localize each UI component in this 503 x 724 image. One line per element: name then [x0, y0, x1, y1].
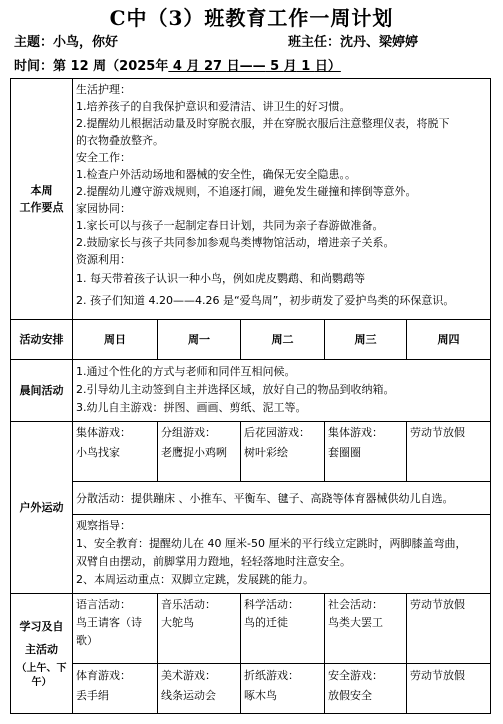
focus-line: 2.提醒幼儿根据活动量及时穿脱衣服，并在穿脱衣服后注意整理仪表，将脱下 — [76, 117, 450, 130]
time-end-month: 5 — [265, 59, 284, 74]
holiday-text: 劳动节放假 — [410, 669, 465, 682]
outdoor-games-row — [11, 422, 491, 482]
schedule-label: 活动安排 — [11, 320, 73, 360]
game-name: 树叶彩绘 — [244, 446, 288, 459]
outdoor-holiday-cell — [407, 422, 491, 482]
study-name: 丢手绢 — [76, 689, 109, 702]
study-cell — [158, 664, 241, 714]
time-text: 月 — [283, 59, 297, 74]
focus-line: 2. 孩子们知道 4.20——4.26 是“爱鸟周”，初步萌发了爱护鸟类的环保意识。 — [76, 294, 455, 307]
page-title: C中（3）班教育工作一周计划 — [109, 6, 394, 30]
focus-line: 1. 每天带着孩子认识一种小鸟，例如虎皮鹦鹉、和尚鹦鹉等 — [76, 272, 365, 285]
schedule-row — [11, 320, 491, 360]
outdoor-game-cell — [158, 422, 241, 482]
focus-line: 1.培养孩子的自我保护意识和爱清洁、讲卫生的好习惯。 — [76, 100, 351, 113]
focus-line: 生活护理： — [76, 83, 131, 96]
study-row-1 — [11, 594, 491, 664]
game-name: 老鹰捉小鸡咧 — [161, 446, 227, 459]
focus-label-cell — [11, 79, 73, 320]
weekly-plan-table — [10, 78, 491, 714]
study-cell — [241, 594, 325, 664]
time-line — [14, 55, 341, 74]
time-text: 月 — [186, 59, 200, 74]
study-label-line: 学习及自 — [19, 619, 64, 633]
holiday-text: 劳动节放假 — [410, 598, 465, 611]
outdoor-scattered-row — [11, 482, 491, 515]
study-type: 音乐活动： — [161, 598, 216, 611]
study-type: 折纸游戏： — [244, 669, 299, 682]
time-end-day: 1 — [296, 59, 315, 74]
outdoor-scattered — [73, 482, 491, 515]
study-type: 科学活动： — [244, 598, 299, 611]
study-name: 放假安全 — [328, 689, 372, 702]
day-header-mon: 周一 — [158, 320, 241, 360]
study-type: 社会活动： — [328, 598, 383, 611]
study-label-line: 午） — [31, 676, 52, 688]
theme-label: 主题：小鸟，你好 — [14, 35, 119, 50]
morning-label: 晨间活动 — [11, 360, 73, 422]
time-start-day: 27 — [199, 59, 227, 74]
study-cell — [158, 594, 241, 664]
outdoor-guide-row — [11, 515, 491, 594]
study-cell — [73, 664, 158, 714]
study-cell — [73, 594, 158, 664]
day-header-wed: 周三 — [325, 320, 407, 360]
focus-line: 2.鼓励家长与孩子共同参加参观鸟类博物馆活动，增进亲子关系。 — [76, 236, 395, 249]
focus-line: 2.提醒幼儿遵守游戏规则，不追逐打闹，避免发生碰撞和摔倒等意外。 — [76, 185, 417, 198]
time-text: 日） — [314, 59, 341, 74]
morning-content — [73, 360, 491, 422]
study-label-line: （上午、下 — [16, 662, 67, 674]
scattered-text: 分散活动：提供蹦床 、小推车、平衡车、毽子、高跷等体育器械供幼儿自选。 — [76, 491, 454, 505]
focus-line: 安全工作： — [76, 151, 131, 164]
outdoor-label: 户外运动 — [11, 422, 73, 594]
focus-line: 家园协同： — [76, 202, 131, 215]
study-type: 体育游戏： — [76, 669, 131, 682]
focus-row — [11, 79, 491, 320]
game-name: 小鸟找家 — [76, 446, 120, 459]
study-holiday-cell — [407, 594, 491, 664]
focus-label: 工作要点 — [19, 201, 64, 214]
focus-line: 资源利用： — [76, 253, 131, 266]
study-name: 啄木鸟 — [244, 689, 277, 702]
game-type: 后花园游戏： — [244, 426, 310, 439]
study-label-line: 主活动 — [25, 642, 58, 656]
study-type: 语言活动： — [76, 598, 131, 611]
study-holiday-cell — [407, 664, 491, 714]
game-name: 套圈圈 — [328, 446, 361, 459]
guide-line: 双臂自由摆动，前脚掌用力蹬地，轻轻落地时注意安全。 — [76, 555, 351, 568]
day-header-sun: 周日 — [73, 320, 158, 360]
study-name: 鸟的迁徙 — [244, 616, 288, 629]
study-label — [11, 594, 73, 714]
outdoor-guide — [73, 515, 491, 594]
morning-line: 2.引导幼儿主动签到自主并选择区域，放好自己的物品到收纳箱。 — [76, 383, 395, 396]
study-row-2 — [11, 664, 491, 714]
morning-row — [11, 360, 491, 422]
time-prefix: 时间：第 12 周（2025年 — [14, 59, 169, 74]
study-type: 美术游戏： — [161, 669, 216, 682]
game-type: 分组游戏： — [161, 426, 216, 439]
study-name: 大鸵鸟 — [161, 616, 194, 629]
time-start-month: 4 — [168, 59, 187, 74]
morning-line: 3.幼儿自主游戏：拼图、画画、剪纸、泥工等。 — [76, 401, 307, 414]
outdoor-game-cell — [325, 422, 407, 482]
study-name: 线条运动会 — [161, 689, 216, 702]
day-header-thu: 周四 — [407, 320, 491, 360]
guide-line: 1、安全教育：提醒幼儿在 40 厘米-50 厘米的平行线立定跳时，两脚膝盖弯曲， — [76, 537, 467, 550]
game-type: 集体游戏： — [76, 426, 131, 439]
game-type: 集体游戏： — [328, 426, 383, 439]
outdoor-game-cell — [241, 422, 325, 482]
study-type: 安全游戏： — [328, 669, 383, 682]
day-header-tue: 周二 — [241, 320, 325, 360]
study-name: 鸟类大罢工 — [328, 616, 383, 629]
holiday-text: 劳动节放假 — [410, 426, 465, 439]
teacher-label: 班主任：沈丹、梁婷婷 — [288, 35, 419, 50]
focus-line: 的衣物叠放整齐。 — [76, 134, 164, 147]
focus-label: 本周 — [30, 184, 53, 197]
morning-line: 1.通过个性化的方式与老师和同伴互相问候。 — [76, 365, 296, 378]
study-cell — [241, 664, 325, 714]
time-text: 日—— — [226, 59, 266, 74]
focus-line: 1.检查户外活动场地和器械的安全性，确保无安全隐患。。 — [76, 168, 356, 181]
study-cell — [325, 594, 407, 664]
study-cell — [325, 664, 407, 714]
guide-line: 观察指导： — [76, 519, 131, 532]
outdoor-game-cell — [73, 422, 158, 482]
focus-line: 1.家长可以与孩子一起制定春日计划，共同为亲子春游做准备。 — [76, 219, 384, 232]
study-name: 鸟王请客（诗歌） — [76, 616, 142, 647]
focus-content — [73, 79, 491, 320]
guide-line: 2、本周运动重点：双脚立定跳，发展跳的能力。 — [76, 573, 314, 586]
